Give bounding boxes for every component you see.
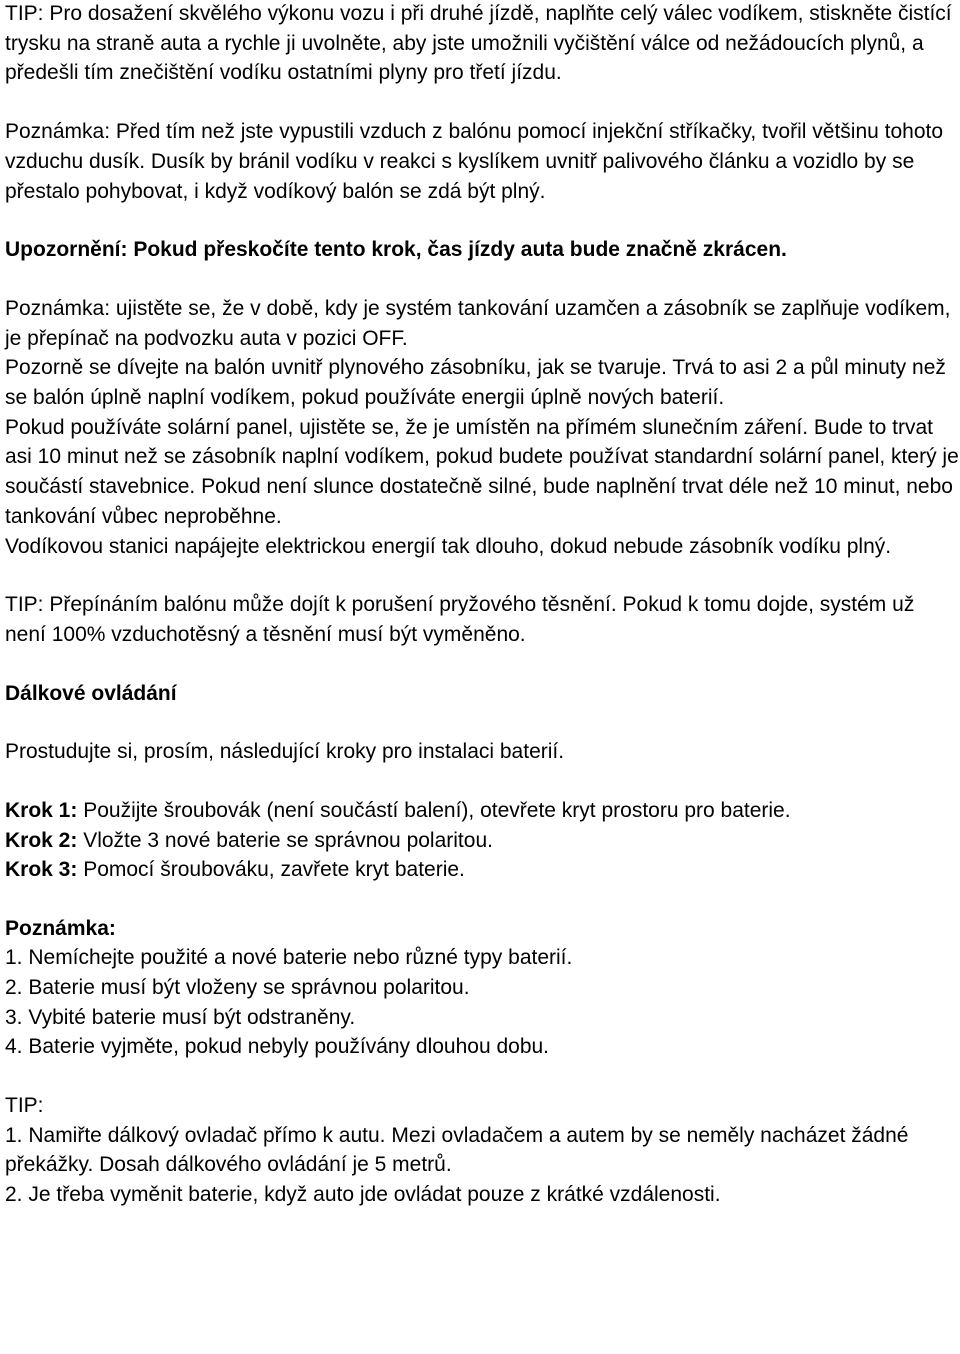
list-item: 3. Vybité baterie musí být odstraněny. [5, 1005, 356, 1029]
battery-notes-list [5, 943, 960, 1062]
step-label: Krok 1: [5, 799, 78, 823]
step-item [5, 796, 960, 826]
step-label: Krok 3: [5, 858, 78, 882]
remote-intro-paragraph: Prostudujte si, prosím, následující kroky pro instalaci baterií. [5, 740, 565, 764]
tip-heading: TIP: [5, 1094, 44, 1118]
note-switch-paragraph: Poznámka: ujistěte se, že v době, kdy je systém tankování uzamčen a zásobník se zaplňuje vodíkem, je přepínač na podvozku auta v pozici OFF. [5, 296, 951, 350]
note-heading: Poznámka: [5, 916, 116, 940]
step-label: Krok 2: [5, 828, 78, 852]
step-item [5, 855, 960, 885]
warning-paragraph: Upozornění: Pokud přeskočíte tento krok, čas jízdy auta bude značně zkrácen. [5, 238, 787, 262]
step-text: Pomocí šroubováku, zavřete kryt baterie. [83, 858, 465, 882]
list-item: 1. Nemíchejte použité a nové baterie nebo různé typy baterií. [5, 946, 573, 970]
step-item [5, 826, 960, 856]
remote-control-heading: Dálkové ovládání [5, 681, 177, 705]
list-item: 4. Baterie vyjměte, pokud nebyly používány dlouhou dobu. [5, 1035, 550, 1059]
list-item: 2. Baterie musí být vloženy se správnou polaritou. [5, 975, 470, 999]
tip-intro-paragraph: TIP: Pro dosažení skvělého výkonu vozu i při druhé jízdě, naplňte celý válec vodíkem, stiskněte čistící trysku na straně auta a rychle ji uvolněte, aby jste umožnili vyčištění válce od nežádoucích plynů, a předešli tím znečištění vodíku ostatními plyny pro třetí jízdu. [5, 2, 952, 85]
note-nitrogen-paragraph: Poznámka: Před tím než jste vypustili vzduch z balónu pomocí injekční stříkačky, tvořil většinu tohoto vzduchu dusík. Dusík by bránil vodíku v reakci s kyslíkem uvnitř palivového článku a vozidlo by se přestalo pohybovat, i když vodíkový balón se zdá být plný. [5, 120, 944, 203]
station-power-paragraph: Vodíkovou stanici napájejte elektrickou energií tak dlouho, dokud nebude zásobník vodíku plný. [5, 534, 892, 558]
watch-balloon-paragraph: Pozorně se dívejte na balón uvnitř plynového zásobníku, jak se tvaruje. Trvá to asi 2 a půl minuty než se balón úplně naplní vodíkem, pokud používáte energii úplně nových baterií. [5, 356, 946, 410]
list-item: 2. Je třeba vyměnit baterie, když auto jde ovládat pouze z krátké vzdálenosti. [5, 1183, 721, 1207]
list-item: 1. Namiřte dálkový ovladač přímo k autu. Mezi ovladačem a autem by se neměly nacházet žádné překážky. Dosah dálkového ovládání je 5 metrů. [5, 1123, 909, 1177]
tip-balloon-paragraph: TIP: Přepínáním balónu může dojít k porušení pryžového těsnění. Pokud k tomu dojde, systém už není 100% vzduchotěsný a těsnění musí být vyměněno. [5, 593, 915, 646]
solar-panel-paragraph: Pokud používáte solární panel, ujistěte se, že je umístěn na přímém slunečním záření. Bude to trvat asi 10 minut než se zásobník naplní vodíkem, pokud budete používat standardní solární panel, který je součástí stavebnice. Pokud není slunce dostatečně silné, bude naplnění trvat déle než 10 minut, nebo tankování vůbec neproběhne. [5, 415, 959, 528]
remote-tips-list [5, 1121, 960, 1210]
step-text: Použijte šroubovák (není součástí balení), otevřete kryt prostoru pro baterie. [83, 799, 791, 823]
step-text: Vložte 3 nové baterie se správnou polaritou. [83, 828, 493, 852]
document-page [5, 0, 960, 1210]
battery-steps-list [5, 796, 960, 885]
